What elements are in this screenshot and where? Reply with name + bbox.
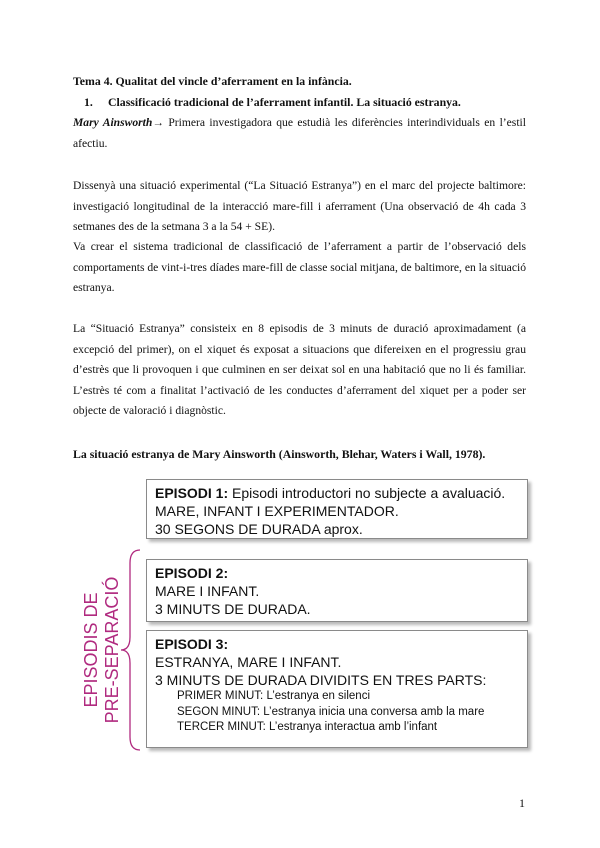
- paragraph-strange-situation: La “Situació Estranya” consisteix en 8 episodis de 3 minuts de duració aproximadament (a excepció del primer), on el xiquet és exposat a situacions que difereixen en el progressiu grau d’estrès que li provoquen i que culminen en ser deixat sol en una habitació que no li és familiar. L’estrès té com a finalitat l’activació de les conductes d’aferrament del xiquet per a poder ser objecte de valoració i diagnòstic.: [73, 322, 526, 417]
- episode-3-part-2: SEGON MINUT: L’estranya inicia una conversa amb la mare: [177, 705, 485, 718]
- episode-3-box: [146, 630, 528, 748]
- paragraph-ainsworth: [73, 113, 526, 154]
- figure-caption: La situació estranya de Mary Ainsworth (Ainsworth, Blehar, Waters i Wall, 1978).: [73, 447, 486, 461]
- section-heading-text: Classificació tradicional de l’aferrament infantil. La situació estranya.: [108, 95, 461, 109]
- episode-1-box: [146, 479, 528, 539]
- episode-1-title: EPISODI 1:: [155, 485, 229, 501]
- paragraph-ainsworth-text: Primera investigadora que estudià les diferències interindividuals en l’estil afectiu.: [73, 116, 526, 150]
- episode-3-part-3: TERCER MINUT: L’estranya interactua amb l’infant: [177, 721, 438, 733]
- episode-2-box: [146, 559, 528, 622]
- author-name: Mary Ainsworth: [73, 116, 153, 129]
- paragraph-classification: Va crear el sistema tradicional de classificació de l’aferrament a partir de l’observació dels comportaments de vint-i-tres díades mare-fill de classe social mitjana, de baltimore, en la situació estranya.: [73, 240, 526, 294]
- episode-2-title-line: [155, 564, 519, 582]
- episode-3-participants: ESTRANYA, MARE I INFANT.: [155, 654, 342, 670]
- episode-3-title-line: [155, 635, 519, 653]
- page-number: 1: [519, 796, 525, 810]
- episode-1-participants: MARE, INFANT I EXPERIMENTADOR.: [155, 503, 399, 519]
- episode-3-title: EPISODI 3:: [155, 636, 229, 652]
- episode-1-description: Episodi introductori no subjecte a avaluació.: [228, 485, 506, 501]
- pre-separation-label: [81, 577, 123, 724]
- pre-separation-label-line2: PRE-SEPARACIÓ: [102, 576, 122, 724]
- episode-2-duration: 3 MINUTS DE DURADA.: [155, 601, 311, 617]
- episode-3-part-1: PRIMER MINUT: L’estranya en silenci: [177, 690, 371, 702]
- section-number: 1.: [84, 95, 93, 109]
- episode-2-participants: MARE I INFANT.: [155, 583, 260, 599]
- episode-1-duration: 30 SEGONS DE DURADA aprox.: [155, 521, 363, 537]
- episode-3-duration: 3 MINUTS DE DURADA DIVIDITS EN TRES PARTS:: [155, 672, 487, 688]
- paragraph-design: Dissenyà una situació experimental (“La Situació Estranya”) en el marc del projecte baltimore: investigació longitudinal de la interacció mare-fill i aferrament (Una observació de 4h cada 3 setmanes des de la setmana 3 a la 54 + SE).: [73, 179, 526, 233]
- episode-2-title: EPISODI 2:: [155, 565, 229, 581]
- arrow-icon: →: [152, 116, 164, 129]
- document-title: Tema 4. Qualitat del vincle d’aferrament en la infància.: [73, 74, 352, 88]
- episode-1-title-line: [155, 484, 519, 502]
- section-heading: [84, 92, 524, 113]
- pre-separation-label-line1: EPISODIS DE: [81, 592, 101, 708]
